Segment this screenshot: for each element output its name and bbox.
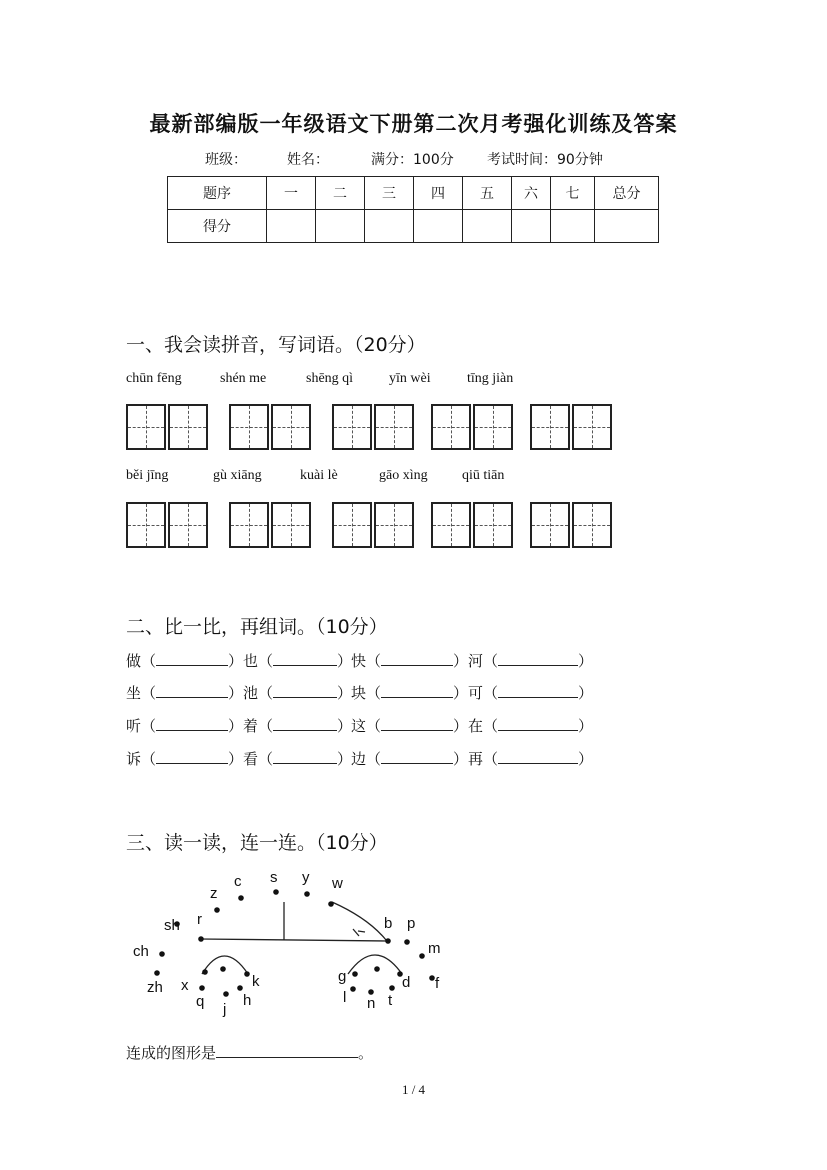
character: 做	[126, 652, 142, 670]
small-mark	[353, 929, 365, 936]
word-item: 快（ ）	[351, 652, 469, 670]
word-blank[interactable]	[273, 683, 337, 698]
word-blank[interactable]	[498, 716, 578, 731]
pinyin-letter: sh	[164, 917, 180, 934]
exam-info	[205, 149, 603, 169]
score-cell[interactable]	[365, 210, 414, 243]
pinyin: tīng jiàn	[467, 371, 514, 386]
writing-grid[interactable]	[473, 502, 513, 548]
word-item: 可（ ）	[468, 684, 594, 702]
answer-label: 连成的图形是	[126, 1044, 217, 1062]
character: 诉	[126, 750, 142, 768]
header-cell: 三	[365, 177, 414, 210]
pinyin: běi jīng	[126, 468, 169, 483]
header-cell: 四	[414, 177, 463, 210]
pinyin-letter: y	[302, 869, 310, 886]
word-blank[interactable]	[498, 683, 578, 698]
writing-grid[interactable]	[271, 502, 311, 548]
word-blank[interactable]	[381, 716, 453, 731]
pinyin-letter: c	[234, 873, 242, 890]
pinyin-letter: n	[367, 995, 376, 1012]
character: 河	[468, 652, 484, 670]
dot[interactable]	[404, 939, 410, 945]
pinyin: chūn fēng	[126, 371, 182, 386]
word-blank[interactable]	[156, 749, 228, 764]
character: 在	[468, 717, 484, 735]
dot[interactable]	[389, 985, 395, 991]
character: 也	[243, 652, 259, 670]
header-cell: 一	[267, 177, 316, 210]
word-blank[interactable]	[156, 716, 228, 731]
word-item: 再（ ）	[468, 750, 594, 768]
page-title: 最新部编版一年级语文下册第二次月考强化训练及答案	[149, 111, 678, 136]
writing-grid[interactable]	[229, 404, 269, 450]
dot[interactable]	[273, 889, 279, 895]
header-cell: 五	[463, 177, 512, 210]
word-blank[interactable]	[498, 749, 578, 764]
pinyin-letter: p	[407, 915, 416, 932]
word-item: 着（ ）	[243, 717, 353, 735]
character: 池	[243, 684, 259, 702]
word-item: 边（ ）	[351, 750, 469, 768]
header-cell: 七	[551, 177, 595, 210]
score-cell[interactable]	[267, 210, 316, 243]
character: 边	[351, 750, 367, 768]
header-cell: 六	[512, 177, 551, 210]
character: 块	[351, 684, 367, 702]
pinyin-letter: ch	[133, 943, 149, 960]
dot[interactable]	[374, 966, 380, 972]
pinyin: qiū tiān	[462, 468, 505, 483]
pinyin-letter: r	[197, 911, 202, 928]
word-blank[interactable]	[156, 683, 228, 698]
pinyin: gù xiāng	[213, 468, 262, 483]
answer-line	[126, 1042, 373, 1063]
pinyin: kuài lè	[300, 468, 338, 483]
pinyin-letter: q	[196, 993, 205, 1010]
word-blank[interactable]	[273, 716, 337, 731]
dot[interactable]	[328, 901, 334, 907]
word-item: 听（ ）	[126, 717, 244, 735]
dot[interactable]	[214, 907, 220, 913]
dot[interactable]	[223, 991, 229, 997]
pinyin-letter: j	[223, 1001, 227, 1018]
pinyin-letter: k	[252, 973, 260, 990]
word-blank[interactable]	[381, 651, 453, 666]
pinyin: shēng qì	[306, 371, 354, 386]
dot[interactable]	[350, 986, 356, 992]
writing-grid[interactable]	[572, 502, 612, 548]
dot[interactable]	[238, 895, 244, 901]
right-arc	[348, 955, 402, 974]
pinyin-letter: b	[384, 915, 393, 932]
pinyin-letter: f	[435, 975, 440, 992]
row-label: 得分	[168, 210, 267, 243]
writing-grid[interactable]	[374, 404, 414, 450]
writing-grid[interactable]	[168, 404, 208, 450]
writing-grid[interactable]	[229, 502, 269, 548]
score-cell[interactable]	[595, 210, 659, 243]
writing-grid[interactable]	[332, 404, 372, 450]
writing-grid[interactable]	[530, 502, 570, 548]
pinyin-letter: s	[270, 869, 278, 886]
header-cell: 二	[316, 177, 365, 210]
character: 可	[468, 684, 484, 702]
dot[interactable]	[304, 891, 310, 897]
word-item: 坐（ ）	[126, 684, 244, 702]
name-label: 姓名：	[287, 152, 329, 168]
writing-grid[interactable]	[572, 404, 612, 450]
word-item: 河（ ）	[468, 652, 594, 670]
dot[interactable]	[244, 971, 250, 977]
word-item: 也（ ）	[243, 652, 353, 670]
character: 看	[243, 750, 259, 768]
writing-grid[interactable]	[530, 404, 570, 450]
header-cell: 总分	[595, 177, 659, 210]
class-label: 班级：	[205, 152, 247, 168]
pinyin-letter: z	[210, 885, 218, 902]
word-item: 池（ ）	[243, 684, 353, 702]
dot[interactable]	[202, 969, 208, 975]
word-item: 块（ ）	[351, 684, 469, 702]
word-blank[interactable]	[273, 651, 337, 666]
dot[interactable]	[429, 975, 435, 981]
dot[interactable]	[368, 989, 374, 995]
pinyin-letter: g	[338, 968, 347, 985]
character: 这	[351, 717, 367, 735]
character: 坐	[126, 684, 142, 702]
connect-dots-figure	[120, 866, 460, 1026]
writing-grid[interactable]	[374, 502, 414, 548]
character: 听	[126, 717, 142, 735]
section1-heading: 一、我会读拼音，写词语。（20分）	[126, 334, 426, 356]
score-table-header	[168, 177, 659, 210]
word-blank[interactable]	[381, 683, 453, 698]
dot[interactable]	[352, 971, 358, 977]
score-cell[interactable]	[316, 210, 365, 243]
character: 着	[243, 717, 259, 735]
dot[interactable]	[237, 985, 243, 991]
writing-grid[interactable]	[431, 404, 471, 450]
left-arc	[202, 956, 248, 974]
dot[interactable]	[385, 938, 391, 944]
character: 再	[468, 750, 484, 768]
section2-heading: 二、比一比，再组词。（10分）	[126, 616, 388, 638]
score-cell[interactable]	[414, 210, 463, 243]
exam-time: 考试时间：90分钟	[487, 152, 603, 168]
word-blank[interactable]	[381, 749, 453, 764]
word-item: 这（ ）	[351, 717, 469, 735]
section3-heading: 三、读一读，连一连。（10分）	[126, 832, 388, 854]
full-score: 满分：100分	[371, 152, 454, 168]
pinyin-letter: h	[243, 992, 252, 1009]
word-blank[interactable]	[156, 651, 228, 666]
dot[interactable]	[419, 953, 425, 959]
writing-grid[interactable]	[473, 404, 513, 450]
word-item: 看（ ）	[243, 750, 353, 768]
word-item: 做（ ）	[126, 652, 244, 670]
curve-line	[332, 902, 386, 940]
pinyin-letter: l	[343, 989, 347, 1006]
dot[interactable]	[159, 951, 165, 957]
writing-grid[interactable]	[332, 502, 372, 548]
writing-grid[interactable]	[431, 502, 471, 548]
dot[interactable]	[198, 936, 204, 942]
word-item: 诉（ ）	[126, 750, 244, 768]
character: 快	[351, 652, 367, 670]
score-table	[167, 176, 659, 243]
pinyin: gāo xìng	[379, 468, 428, 483]
answer-end: 。	[358, 1044, 374, 1062]
writing-grid[interactable]	[271, 404, 311, 450]
answer-blank[interactable]	[216, 1043, 358, 1058]
dot[interactable]	[154, 970, 160, 976]
dot[interactable]	[199, 985, 205, 991]
writing-grid[interactable]	[168, 502, 208, 548]
score-cell[interactable]	[551, 210, 595, 243]
score-cell[interactable]	[463, 210, 512, 243]
word-item: 在（ ）	[468, 717, 594, 735]
word-blank[interactable]	[498, 651, 578, 666]
dot[interactable]	[220, 966, 226, 972]
word-blank[interactable]	[273, 749, 337, 764]
pinyin-letter: zh	[147, 979, 163, 996]
pinyin-letter: x	[181, 977, 189, 994]
score-table-row	[168, 210, 659, 243]
pinyin-letter: t	[388, 992, 393, 1009]
pinyin: yīn wèi	[389, 371, 431, 386]
writing-grid[interactable]	[126, 502, 166, 548]
pinyin-letter: m	[428, 940, 441, 957]
header-cell: 题序	[168, 177, 267, 210]
pinyin-letter: w	[332, 875, 343, 892]
pinyin-letter: d	[402, 974, 411, 991]
page-number: 1 / 4	[401, 1082, 426, 1097]
pinyin: shén me	[220, 371, 267, 386]
horizontal-line	[200, 939, 388, 941]
writing-grid[interactable]	[126, 404, 166, 450]
score-cell[interactable]	[512, 210, 551, 243]
